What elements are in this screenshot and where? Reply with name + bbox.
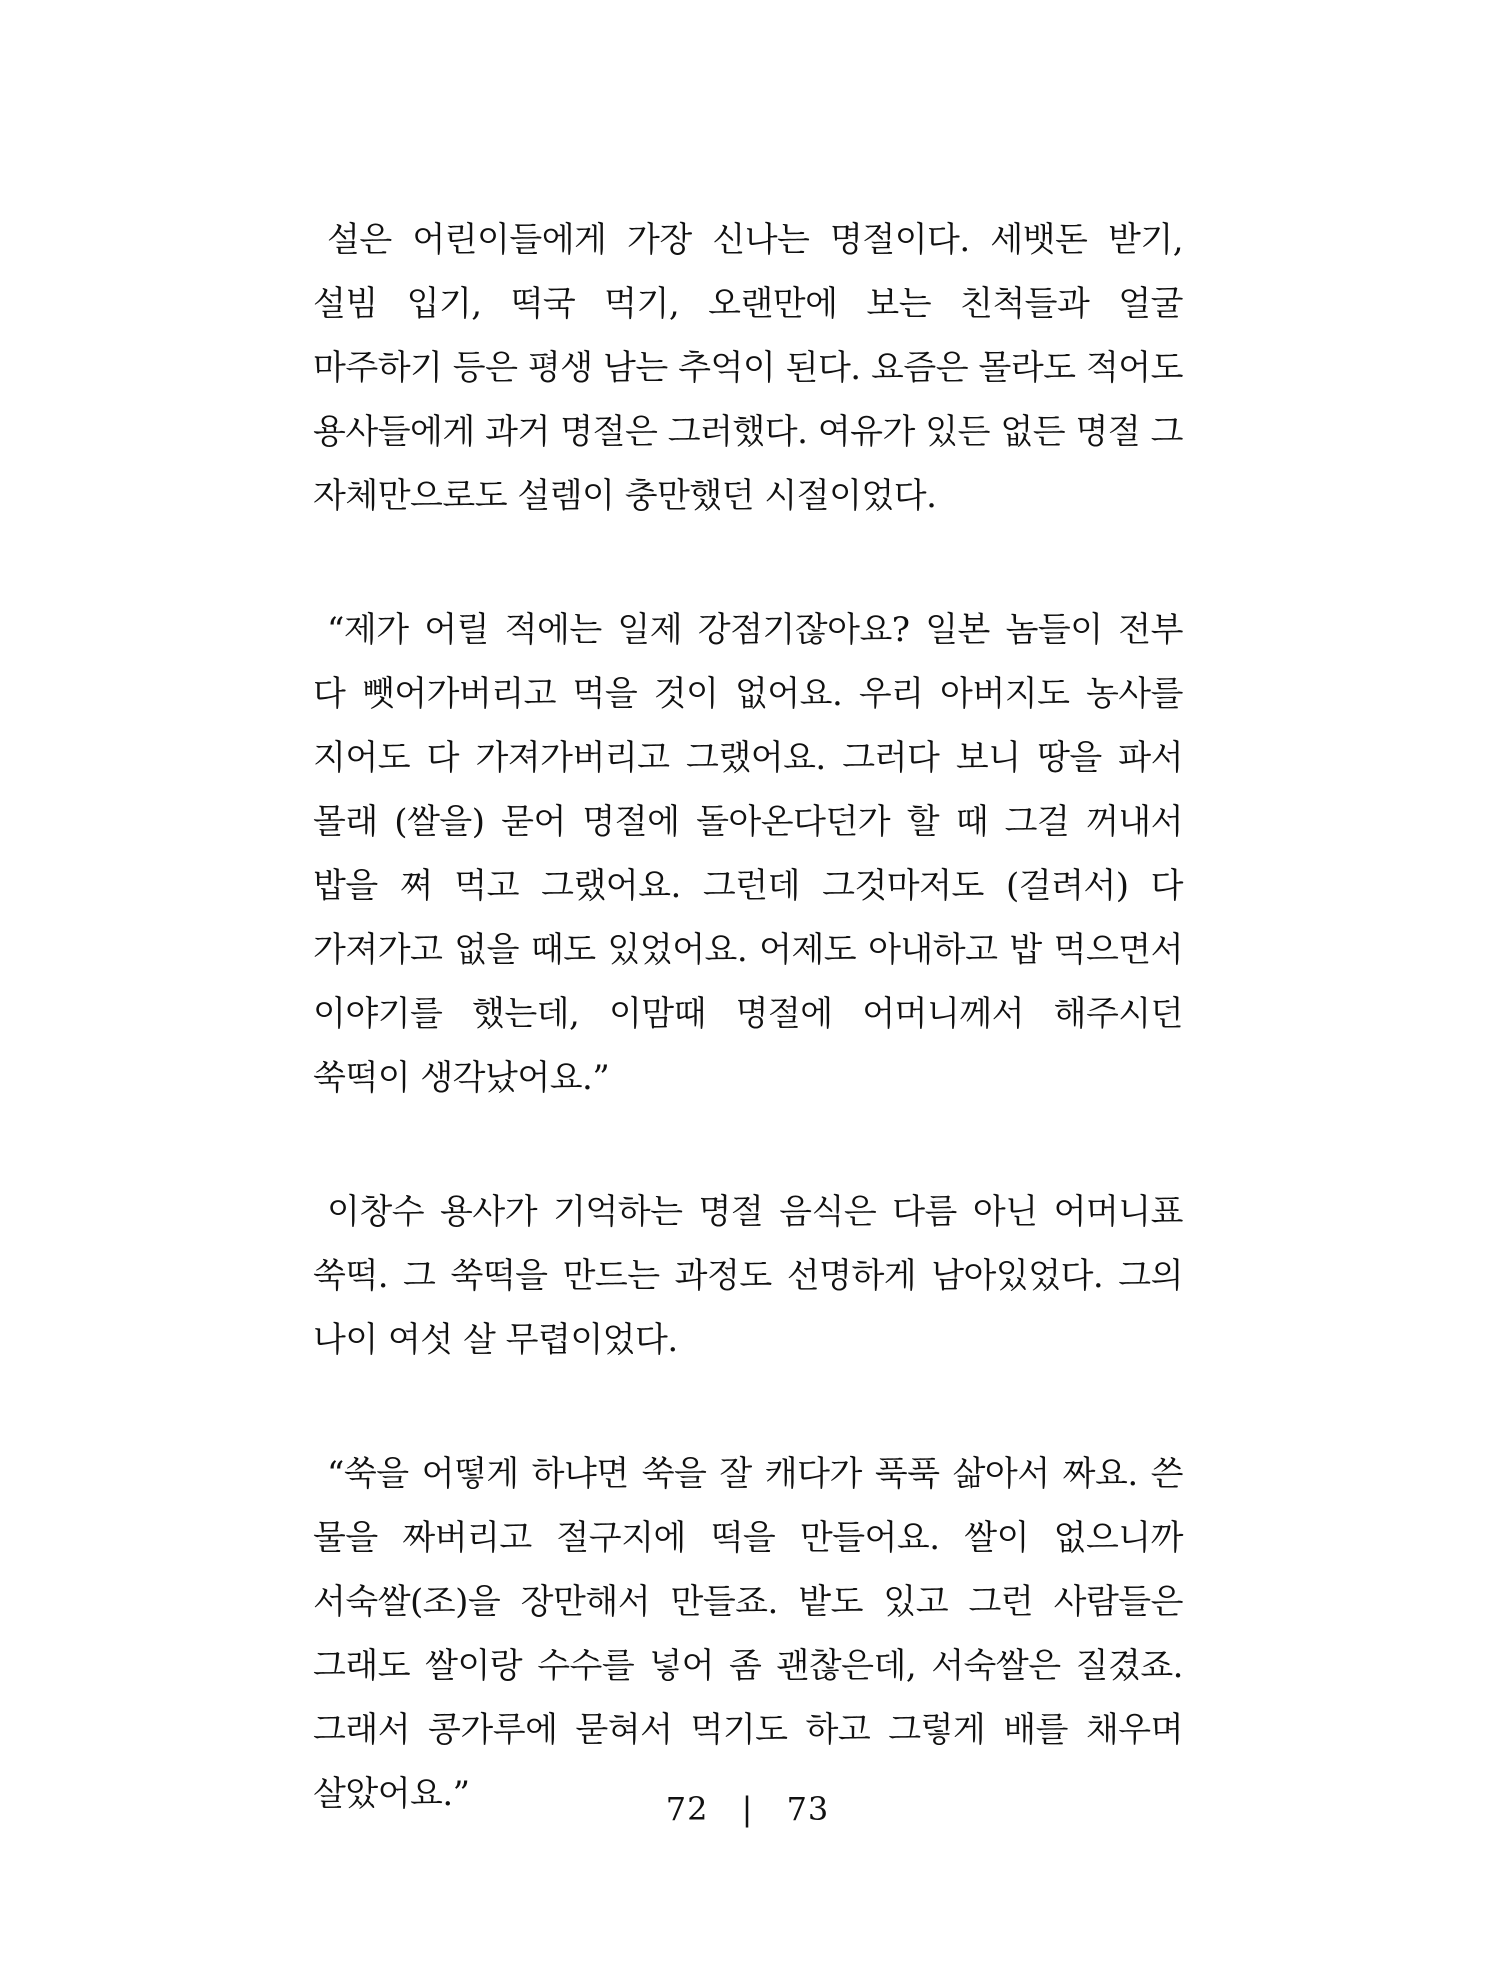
paragraph-quote-1: “제가 어릴 적에는 일제 강점기잖아요? 일본 놈들이 전부 다 뺏어가버리고 먹을 것이 없어요. 우리 아버지도 농사를 지어도 다 가져가버리고 그랬어요. 그러다 보니 땅을 파서 몰래 (쌀을) 묻어 명절에 돌아온다던가 할 때 그걸 꺼내서 밥을 쪄 먹고 그랬어요. 그런데 그것마저도 (걸려서) 다 가져가고 없을 때도 있었어요. 어제도 아내하고 밥 먹으면서 이야기를 했는데, 이맘때 명절에 어머니께서 해주시던 쑥떡이 생각났어요.” (313, 610, 1183, 1098)
page-numbers (0, 1790, 1495, 1828)
page-number-separator: | (741, 1790, 754, 1828)
page-number-right: 73 (786, 1790, 830, 1828)
paragraph-narration: 이창수 용사가 기억하는 명절 음식은 다름 아닌 어머니표 쑥떡. 그 쑥떡을 만드는 과정도 선명하게 남아있었다. 그의 나이 여섯 살 무렵이었다. (313, 1192, 1183, 1360)
page-number-left: 72 (665, 1790, 709, 1828)
paragraph-quote-2: “쑥을 어떻게 하냐면 쑥을 잘 캐다가 푹푹 삶아서 짜요. 쓴 물을 짜버리고 절구지에 떡을 만들어요. 쌀이 없으니까 서숙쌀(조)을 장만해서 만들죠. 밭도 있고 그런 사람들은 그래도 쌀이랑 수수를 넣어 좀 괜찮은데, 서숙쌀은 질겼죠. 그래서 콩가루에 묻혀서 먹기도 하고 그렇게 배를 채우며 살았어요.” (313, 1454, 1183, 1814)
paragraph-intro: 설은 어린이들에게 가장 신나는 명절이다. 세뱃돈 받기, 설빔 입기, 떡국 먹기, 오랜만에 보는 친척들과 얼굴 마주하기 등은 평생 남는 추억이 된다. 요즘은 몰라도 적어도 용사들에게 과거 명절은 그러했다. 여유가 있든 없든 명절 그 자체만으로도 설렘이 충만했던 시절이었다. (313, 220, 1183, 516)
body-text (313, 208, 1183, 1896)
